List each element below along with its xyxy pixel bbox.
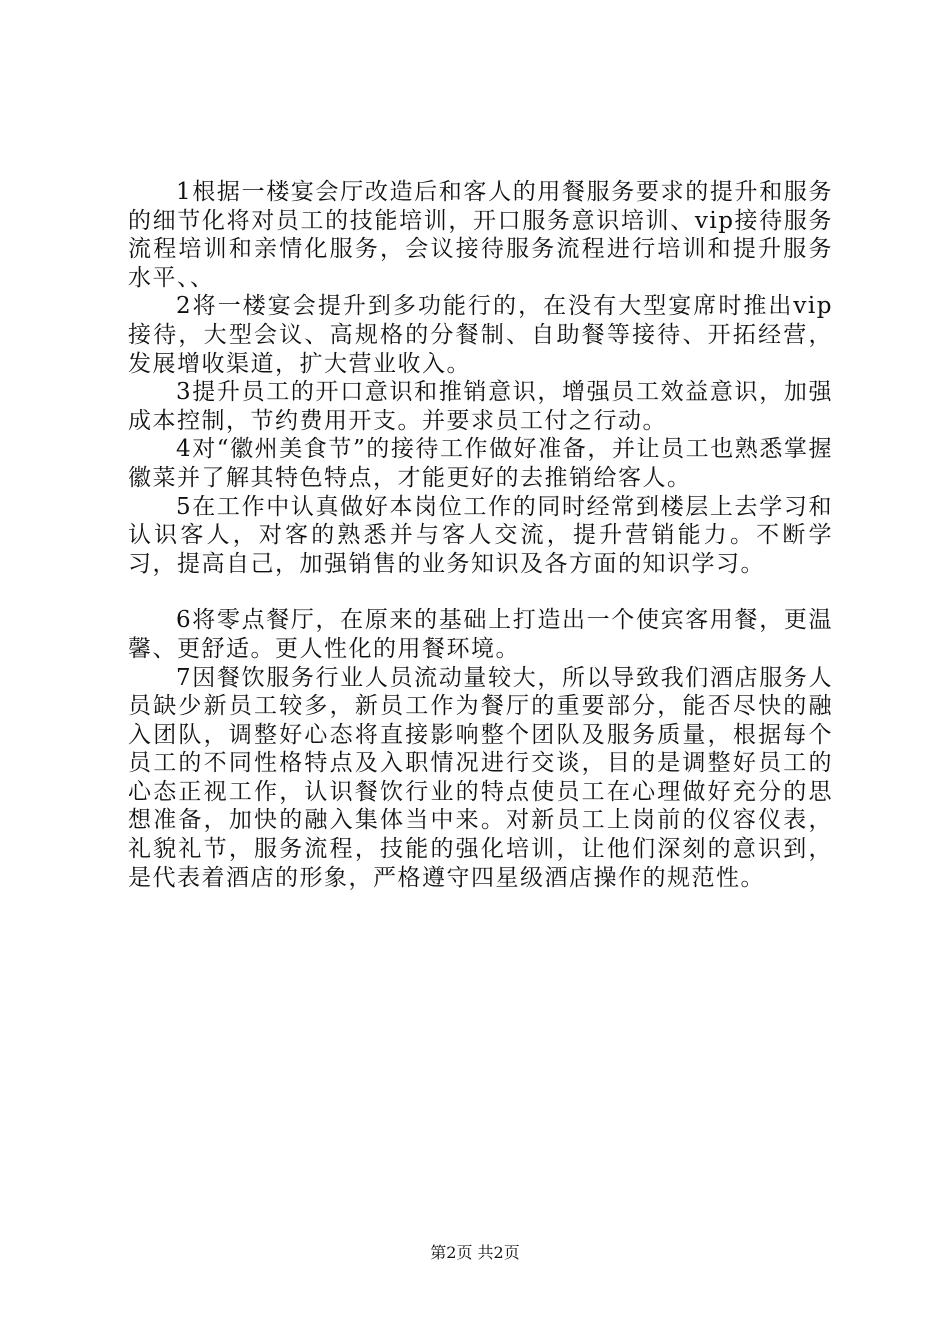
paragraph-7: 7因餐饮服务行业人员流动量较大，所以导致我们酒店服务人员缺少新员工较多，新员工作为餐厅的重要部分，能否尽快的融入团队，调整好心态将直接影响整个团队及服务质量，根据每个员工的不同性格特点及入职情况进行交谈，目的是调整好员工的心态正视工作，认识餐饮行业的特点使员工在心理做好充分的思想准备，加快的融入集体当中来。对新员工上岗前的仪容仪表，礼貌礼节，服务流程，技能的强化培训，让他们深刻的意识到，是代表着酒店的形象，严格遵守四星级酒店操作的规范性。 [128,664,833,891]
document-body [128,178,833,892]
paragraph-3: 3提升员工的开口意识和推销意识，增强员工效益意识，加强成本控制，节约费用开支。并要求员工付之行动。 [128,379,833,434]
paragraph-5: 5在工作中认真做好本岗位工作的同时经常到楼层上去学习和认识客人，对客的熟悉并与客人交流，提升营销能力。不断学习，提高自己，加强销售的业务知识及各方面的知识学习。 [128,493,833,577]
page-footer [0,1243,950,1263]
paragraph-4: 4对“徽州美食节”的接待工作做好准备，并让员工也熟悉掌握徽菜并了解其特色特点，才能更好的去推销给客人。 [128,436,833,491]
paragraph-2: 2将一楼宴会提升到多功能行的，在没有大型宴席时推出vip接待，大型会议、高规格的分餐制、自助餐等接待、开拓经营，发展增收渠道，扩大营业收入。 [128,293,833,377]
paragraph-1: 1根据一楼宴会厅改造后和客人的用餐服务要求的提升和服务的细节化将对员工的技能培训，开口服务意识培训、vip接待服务流程培训和亲情化服务，会议接待服务流程进行培训和提升服务水平、、 [128,179,833,291]
page-number-label: 第2页 共2页 [430,1243,520,1262]
paragraph-6: 6将零点餐厅，在原来的基础上打造出一个使宾客用餐，更温馨、更舒适。更人性化的用餐环境。 [128,607,833,662]
